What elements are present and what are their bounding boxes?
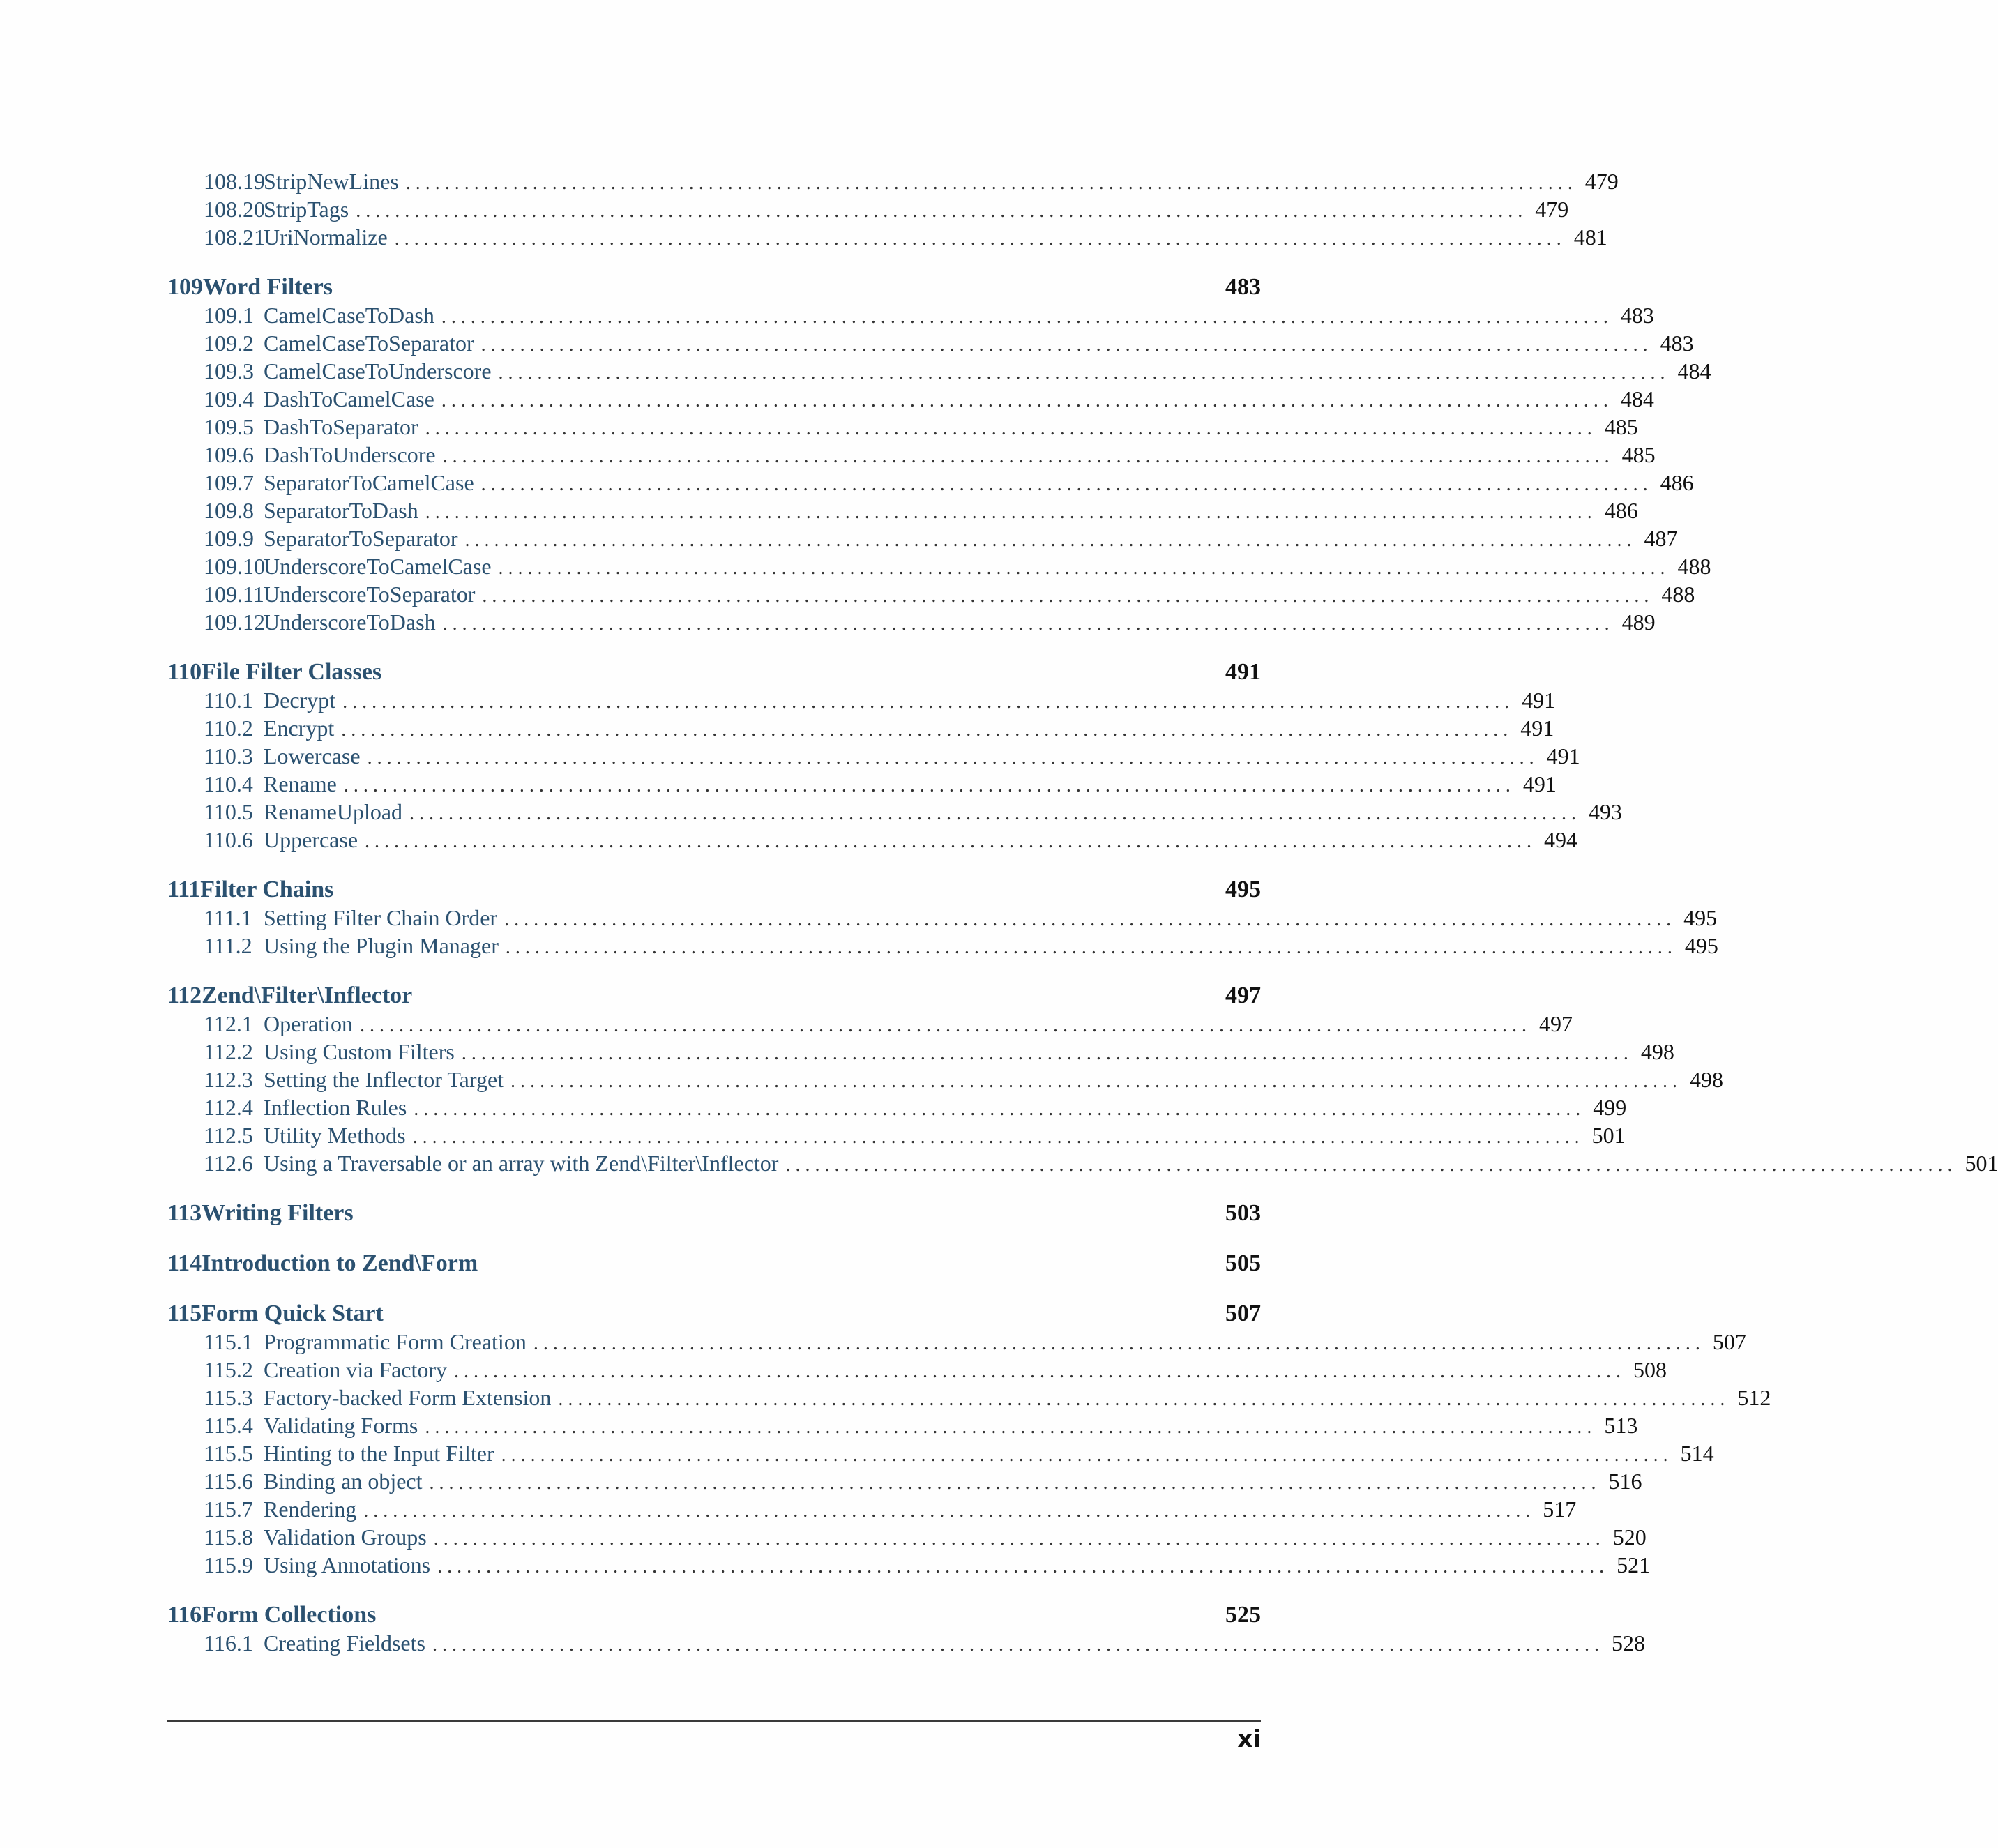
dot-leader: . . . . . . . . . . . . . . . . . . . . . . . . . . . . . . . . . . . . . . . . . . . . . . . . . . . . . . . . . . . . . . . . . . . . . . . . . . . . . . . . . . . . . . . . . . . . . . . . . . . . . . . . . . . . . . . . . . . . . . . . [442,446,1610,467]
dot-leader: . . . . . . . . . . . . . . . . . . . . . . . . . . . . . . . . . . . . . . . . . . . . . . . . . . . . . . . . . . . . . . . . . . . . . . . . . . . . . . . . . . . . . . . . . . . . . . . . . . . . . . . . . . . . . . . . . . . . . . . . [365,831,1532,852]
section-page: 488 [1677,554,1711,579]
section-title[interactable]: Binding an object [264,1469,423,1494]
section-number[interactable]: 115.1 [204,1329,253,1354]
dot-leader: . . . . . . . . . . . . . . . . . . . . . . . . . . . . . . . . . . . . . . . . . . . . . . . . . . . . . . . . . . . . . . . . . . . . . . . . . . . . . . . . . . . . . . . . . . . . . . . . . . . . . . . . . . . . . . . . . . . . . . . . [341,719,1508,741]
section-number[interactable]: 115.3 [204,1385,253,1410]
chapter-number[interactable]: 114 [167,1250,202,1276]
section-entry[interactable] [167,552,1711,580]
section-page: 520 [1612,1524,1647,1550]
dot-leader: . . . . . . . . . . . . . . . . . . . . . . . . . . . . . . . . . . . . . . . . . . . . . . . . . . . . . . . . . . . . . . . . . . . . . . . . . . . . . . . . . . . . . . . . . . . . . . . . . . . . . . . . . . . . . . . . . . . . . . . . [363,1500,1531,1522]
section-entry[interactable] [167,1356,1667,1384]
section-entry[interactable] [167,1066,1724,1093]
section-page: 483 [1660,331,1694,356]
section-title[interactable]: Using the Plugin Manager [264,933,499,958]
dot-leader: . . . . . . . . . . . . . . . . . . . . . . . . . . . . . . . . . . . . . . . . . . . . . . . . . . . . . . . . . . . . . . . . . . . . . . . . . . . . . . . . . . . . . . . . . . . . . . . . . . . . . . . . . . . . . . . . . . . . . . . . [412,1126,1580,1148]
section-title[interactable]: DashToUnderscore [264,442,436,467]
toc-group [167,1601,1645,1657]
chapter-page: 495 [1225,877,1261,902]
section-entry[interactable] [167,497,1638,524]
section-title[interactable]: Hinting to the Input Filter [264,1441,494,1466]
section-number[interactable]: 109.12 [204,609,265,635]
section-page: 486 [1660,470,1694,495]
section-title[interactable]: SeparatorToCamelCase [264,470,474,495]
chapter-entry[interactable] [167,658,1261,686]
section-entry[interactable] [167,826,1578,854]
section-number[interactable]: 108.20 [204,197,265,222]
section-number[interactable]: 115.4 [204,1413,253,1438]
chapter-number[interactable]: 111 [167,877,201,902]
section-entry[interactable] [167,904,1718,932]
section-entry[interactable] [167,1629,1645,1657]
chapter-page: 525 [1225,1602,1261,1628]
section-entry[interactable] [167,524,1678,552]
section-number[interactable]: 112.6 [204,1151,253,1176]
section-number[interactable]: 109.6 [204,442,254,467]
section-title[interactable]: Setting the Inflector Target [264,1067,504,1092]
section-page: 498 [1640,1039,1674,1064]
dot-leader: . . . . . . . . . . . . . . . . . . . . . . . . . . . . . . . . . . . . . . . . . . . . . . . . . . . . . . . . . . . . . . . . . . . . . . . . . . . . . . . . . . . . . . . . . . . . . . . . . . . . . . . . . . . . . . . . . . . . . . . . [461,1043,1628,1064]
section-title[interactable]: Factory-backed Form Extension [264,1385,552,1410]
section-title[interactable]: SeparatorToSeparator [264,526,458,551]
chapter-number[interactable]: 112 [167,983,202,1008]
section-title[interactable]: StripTags [264,197,349,222]
section-title[interactable]: CamelCaseToSeparator [264,331,474,356]
section-title[interactable]: SeparatorToDash [264,498,418,523]
section-number[interactable]: 112.1 [204,1011,253,1036]
dot-leader: . . . . . . . . . . . . . . . . . . . . . . . . . . . . . . . . . . . . . . . . . . . . . . . . . . . . . . . . . . . . . . . . . . . . . . . . . . . . . . . . . . . . . . . . . . . . . . . . . . . . . . . . . . . . . . . . . . . . . . . . [480,474,1648,495]
section-page: 512 [1737,1385,1771,1410]
dot-leader: . . . . . . . . . . . . . . . . . . . . . . . . . . . . . . . . . . . . . . . . . . . . . . . . . . . . . . . . . . . . . . . . . . . . . . . . . . . . . . . . . . . . . . . . . . . . . . . . . . . . . . . . . . . . . . . . . . . . . . . . [367,747,1534,768]
section-title[interactable]: Using a Traversable or an array with Zend\Filter\Inflector [264,1151,779,1176]
chapter-entry[interactable] [167,982,1261,1010]
dot-leader: . . . . . . . . . . . . . . . . . . . . . . . . . . . . . . . . . . . . . . . . . . . . . . . . . . . . . . . . . . . . . . . . . . . . . . . . . . . . . . . . . . . . . . . . . . . . . . . . . . . . . . . . . . . . . . . . . . . . . . . . [442,613,1610,635]
section-number[interactable]: 110.1 [204,688,253,713]
dot-leader: . . . . . . . . . . . . . . . . . . . . . . . . . . . . . . . . . . . . . . . . . . . . . . . . . . . . . . . . . . . . . . . . . . . . . . . . . . . . . . . . . . . . . . . . . . . . . . . . . . . . . . . . . . . . . . . . . . . . . . . . [454,1361,1621,1382]
section-page: 516 [1608,1469,1642,1494]
section-number[interactable]: 115.2 [204,1357,253,1382]
section-title[interactable]: StripNewLines [264,169,399,194]
section-number[interactable]: 109.4 [204,386,254,411]
section-title[interactable]: UriNormalize [264,225,388,250]
section-number[interactable]: 110.2 [204,715,253,741]
dot-leader: . . . . . . . . . . . . . . . . . . . . . . . . . . . . . . . . . . . . . . . . . . . . . . . . . . . . . . . . . . . . . . . . . . . . . . . . . . . . . . . . . . . . . . . . . . . . . . . . . . . . . . . . . . . . . . . . . . . . . . . . [441,390,1608,411]
chapter-entry[interactable] [167,273,1261,301]
section-entry[interactable] [167,223,1607,251]
section-number[interactable]: 109.11 [204,582,264,607]
section-number[interactable]: 108.21 [204,225,265,250]
section-page: 479 [1584,169,1619,194]
section-page: 487 [1644,526,1678,551]
section-number[interactable]: 110.6 [204,827,253,852]
chapter-title[interactable]: Introduction to Zend\Form [202,1250,478,1276]
section-page: 528 [1611,1630,1645,1656]
chapter-title[interactable]: Form Quick Start [202,1301,384,1326]
chapter-entry[interactable] [167,876,1261,904]
section-entry[interactable] [167,1328,1746,1356]
section-entry[interactable] [167,1093,1627,1121]
toc-group [167,167,1619,251]
section-page: 521 [1617,1552,1651,1577]
dot-leader: . . . . . . . . . . . . . . . . . . . . . . . . . . . . . . . . . . . . . . . . . . . . . . . . . . . . . . . . . . . . . . . . . . . . . . . . . . . . . . . . . . . . . . . . . . . . . . . . . . . . . . . . . . . . . . . . . . . . . . . . [498,557,1665,579]
dot-leader: . . . . . . . . . . . . . . . . . . . . . . . . . . . . . . . . . . . . . . . . . . . . . . . . . . . . . . . . . . . . . . . . . . . . . . . . . . . . . . . . . . . . . . . . . . . . . . . . . . . . . . . . . . . . . . . . . . . . . . . . [343,775,1511,796]
section-page: 507 [1712,1329,1746,1354]
section-page: 491 [1520,715,1554,741]
section-title[interactable]: CamelCaseToUnderscore [264,358,492,384]
section-page: 501 [1591,1123,1626,1148]
dot-leader: . . . . . . . . . . . . . . . . . . . . . . . . . . . . . . . . . . . . . . . . . . . . . . . . . . . . . . . . . . . . . . . . . . . . . . . . . . . . . . . . . . . . . . . . . . . . . . . . . . . . . . . . . . . . . . . . . . . . . . . . [432,1634,1599,1656]
section-page: 494 [1544,827,1578,852]
dot-leader: . . . . . . . . . . . . . . . . . . . . . . . . . . . . . . . . . . . . . . . . . . . . . . . . . . . . . . . . . . . . . . . . . . . . . . . . . . . . . . . . . . . . . . . . . . . . . . . . . . . . . . . . . . . . . . . . . . . . . . . . [429,1472,1596,1494]
dot-leader: . . . . . . . . . . . . . . . . . . . . . . . . . . . . . . . . . . . . . . . . . . . . . . . . . . . . . . . . . . . . . . . . . . . . . . . . . . . . . . . . . . . . . . . . . . . . . . . . . . . . . . . . . . . . . . . . . . . . . . . . [425,501,1592,523]
section-number[interactable]: 111.1 [204,905,252,930]
section-page: 513 [1604,1413,1638,1438]
section-entry[interactable] [167,469,1694,497]
section-page: 488 [1661,582,1695,607]
section-title[interactable]: Rendering [264,1497,357,1522]
section-page: 491 [1522,688,1556,713]
section-page: 493 [1589,799,1623,824]
section-entry[interactable] [167,385,1654,413]
section-title[interactable]: Encrypt [264,715,335,741]
section-title[interactable]: Uppercase [264,827,358,852]
dot-leader: . . . . . . . . . . . . . . . . . . . . . . . . . . . . . . . . . . . . . . . . . . . . . . . . . . . . . . . . . . . . . . . . . . . . . . . . . . . . . . . . . . . . . . . . . . . . . . . . . . . . . . . . . . . . . . . . . . . . . . . . [359,1015,1527,1036]
dot-leader: . . . . . . . . . . . . . . . . . . . . . . . . . . . . . . . . . . . . . . . . . . . . . . . . . . . . . . . . . . . . . . . . . . . . . . . . . . . . . . . . . . . . . . . . . . . . . . . . . . . . . . . . . . . . . . . . . . . . . . . . [425,1416,1592,1438]
section-title[interactable]: Validation Groups [264,1524,427,1550]
table-of-contents [167,167,1998,1679]
section-entry[interactable] [167,1384,1771,1411]
section-title[interactable]: Creation via Factory [264,1357,448,1382]
section-page: 485 [1621,442,1656,467]
section-page: 486 [1604,498,1638,523]
footer-rule [167,1720,1261,1722]
section-number[interactable]: 109.10 [204,554,265,579]
section-entry[interactable] [167,1121,1626,1149]
section-page: 481 [1573,225,1607,250]
dot-leader: . . . . . . . . . . . . . . . . . . . . . . . . . . . . . . . . . . . . . . . . . . . . . . . . . . . . . . . . . . . . . . . . . . . . . . . . . . . . . . . . . . . . . . . . . . . . . . . . . . . . . . . . . . . . . . . . . . . . . . . . [394,228,1561,250]
section-page: 489 [1621,609,1656,635]
section-number[interactable]: 112.2 [204,1039,253,1064]
section-entry[interactable] [167,1010,1573,1038]
chapter-title[interactable]: Zend\Filter\Inflector [202,983,413,1008]
section-title[interactable]: Inflection Rules [264,1095,407,1120]
section-title[interactable]: UnderscoreToSeparator [264,582,476,607]
section-title[interactable]: DashToSeparator [264,414,418,439]
section-title[interactable]: Using Annotations [264,1552,431,1577]
section-page: 517 [1543,1497,1577,1522]
chapter-entry[interactable] [167,1199,1261,1227]
section-page: 479 [1535,197,1569,222]
section-page: 484 [1620,386,1654,411]
dot-leader: . . . . . . . . . . . . . . . . . . . . . . . . . . . . . . . . . . . . . . . . . . . . . . . . . . . . . . . . . . . . . . . . . . . . . . . . . . . . . . . . . . . . . . . . . . . . . . . . . . . . . . . . . . . . . . . . . . . . . . . . [405,172,1573,194]
section-page: 497 [1538,1011,1573,1036]
chapter-entry[interactable] [167,1250,1261,1278]
dot-leader: . . . . . . . . . . . . . . . . . . . . . . . . . . . . . . . . . . . . . . . . . . . . . . . . . . . . . . . . . . . . . . . . . . . . . . . . . . . . . . . . . . . . . . . . . . . . . . . . . . . . . . . . . . . . . . . . . . . . . . . . [480,334,1648,356]
section-entry[interactable] [167,1495,1577,1523]
toc-group [167,1300,1771,1579]
section-number[interactable]: 115.8 [204,1524,253,1550]
dot-leader: . . . . . . . . . . . . . . . . . . . . . . . . . . . . . . . . . . . . . . . . . . . . . . . . . . . . . . . . . . . . . . . . . . . . . . . . . . . . . . . . . . . . . . . . . . . . . . . . . . . . . . . . . . . . . . . . . . . . . . . . [785,1154,1953,1176]
section-number[interactable]: 109.2 [204,331,254,356]
section-page: 501 [1965,1151,1998,1176]
dot-leader: . . . . . . . . . . . . . . . . . . . . . . . . . . . . . . . . . . . . . . . . . . . . . . . . . . . . . . . . . . . . . . . . . . . . . . . . . . . . . . . . . . . . . . . . . . . . . . . . . . . . . . . . . . . . . . . . . . . . . . . . [409,803,1577,824]
section-page: 514 [1680,1441,1714,1466]
toc-group [167,1250,1261,1278]
section-entry[interactable] [167,714,1554,742]
section-entry[interactable] [167,1551,1651,1579]
section-number[interactable]: 115.9 [204,1552,253,1577]
chapter-title[interactable]: File Filter Classes [202,659,382,685]
section-entry[interactable] [167,167,1619,195]
section-title[interactable]: Decrypt [264,688,336,713]
chapter-page: 491 [1225,659,1261,685]
dot-leader: . . . . . . . . . . . . . . . . . . . . . . . . . . . . . . . . . . . . . . . . . . . . . . . . . . . . . . . . . . . . . . . . . . . . . . . . . . . . . . . . . . . . . . . . . . . . . . . . . . . . . . . . . . . . . . . . . . . . . . . . [437,1556,1605,1577]
chapter-number[interactable]: 115 [167,1301,202,1326]
section-title[interactable]: UnderscoreToDash [264,609,436,635]
section-title[interactable]: Lowercase [264,743,361,768]
section-entry[interactable] [167,1439,1714,1467]
section-number[interactable]: 109.7 [204,470,254,495]
section-number[interactable]: 109.9 [204,526,254,551]
chapter-entry[interactable] [167,1300,1261,1328]
section-page: 483 [1620,303,1654,328]
chapter-number[interactable]: 109 [167,274,203,300]
section-page: 495 [1684,933,1718,958]
dot-leader: . . . . . . . . . . . . . . . . . . . . . . . . . . . . . . . . . . . . . . . . . . . . . . . . . . . . . . . . . . . . . . . . . . . . . . . . . . . . . . . . . . . . . . . . . . . . . . . . . . . . . . . . . . . . . . . . . . . . . . . . [356,200,1523,222]
chapter-number[interactable]: 110 [167,659,202,685]
toc-group [167,1199,1261,1227]
section-page: 499 [1593,1095,1627,1120]
toc-group [167,273,1711,636]
toc-group [167,876,1718,960]
section-entry[interactable] [167,329,1694,357]
dot-leader: . . . . . . . . . . . . . . . . . . . . . . . . . . . . . . . . . . . . . . . . . . . . . . . . . . . . . . . . . . . . . . . . . . . . . . . . . . . . . . . . . . . . . . . . . . . . . . . . . . . . . . . . . . . . . . . . . . . . . . . . [558,1388,1725,1410]
section-page: 484 [1677,358,1711,384]
section-page: 491 [1522,771,1557,796]
dot-leader: . . . . . . . . . . . . . . . . . . . . . . . . . . . . . . . . . . . . . . . . . . . . . . . . . . . . . . . . . . . . . . . . . . . . . . . . . . . . . . . . . . . . . . . . . . . . . . . . . . . . . . . . . . . . . . . . . . . . . . . . [342,691,1510,713]
dot-leader: . . . . . . . . . . . . . . . . . . . . . . . . . . . . . . . . . . . . . . . . . . . . . . . . . . . . . . . . . . . . . . . . . . . . . . . . . . . . . . . . . . . . . . . . . . . . . . . . . . . . . . . . . . . . . . . . . . . . . . . . [482,585,1649,607]
section-title[interactable]: RenameUpload [264,799,403,824]
section-title[interactable]: DashToCamelCase [264,386,434,411]
section-entry[interactable] [167,195,1569,223]
section-page: 485 [1604,414,1638,439]
dot-leader: . . . . . . . . . . . . . . . . . . . . . . . . . . . . . . . . . . . . . . . . . . . . . . . . . . . . . . . . . . . . . . . . . . . . . . . . . . . . . . . . . . . . . . . . . . . . . . . . . . . . . . . . . . . . . . . . . . . . . . . . [510,1070,1678,1092]
section-number[interactable]: 116.1 [204,1630,253,1656]
toc-group [167,982,1998,1177]
section-number[interactable]: 115.6 [204,1469,253,1494]
section-title[interactable]: Validating Forms [264,1413,418,1438]
section-entry[interactable] [167,1411,1638,1439]
chapter-number[interactable]: 116 [167,1602,202,1628]
chapter-title[interactable]: Form Collections [202,1602,377,1628]
dot-leader: . . . . . . . . . . . . . . . . . . . . . . . . . . . . . . . . . . . . . . . . . . . . . . . . . . . . . . . . . . . . . . . . . . . . . . . . . . . . . . . . . . . . . . . . . . . . . . . . . . . . . . . . . . . . . . . . . . . . . . . . [505,937,1672,958]
dot-leader: . . . . . . . . . . . . . . . . . . . . . . . . . . . . . . . . . . . . . . . . . . . . . . . . . . . . . . . . . . . . . . . . . . . . . . . . . . . . . . . . . . . . . . . . . . . . . . . . . . . . . . . . . . . . . . . . . . . . . . . . [533,1333,1700,1354]
section-title[interactable]: CamelCaseToDash [264,303,434,328]
section-title[interactable]: Operation [264,1011,353,1036]
section-number[interactable]: 111.2 [204,933,252,958]
section-number[interactable]: 109.1 [204,303,254,328]
section-number[interactable]: 109.3 [204,358,254,384]
section-entry[interactable] [167,742,1580,770]
section-entry[interactable] [167,932,1718,960]
section-page: 491 [1546,743,1580,768]
dot-leader: . . . . . . . . . . . . . . . . . . . . . . . . . . . . . . . . . . . . . . . . . . . . . . . . . . . . . . . . . . . . . . . . . . . . . . . . . . . . . . . . . . . . . . . . . . . . . . . . . . . . . . . . . . . . . . . . . . . . . . . . [501,1444,1668,1466]
section-entry[interactable] [167,1467,1642,1495]
section-title[interactable]: UnderscoreToCamelCase [264,554,492,579]
section-number[interactable]: 108.19 [204,169,265,194]
chapter-title[interactable]: Word Filters [203,274,333,300]
section-number[interactable]: 112.5 [204,1123,253,1148]
section-title[interactable]: Rename [264,771,337,796]
dot-leader: . . . . . . . . . . . . . . . . . . . . . . . . . . . . . . . . . . . . . . . . . . . . . . . . . . . . . . . . . . . . . . . . . . . . . . . . . . . . . . . . . . . . . . . . . . . . . . . . . . . . . . . . . . . . . . . . . . . . . . . . [464,529,1632,551]
dot-leader: . . . . . . . . . . . . . . . . . . . . . . . . . . . . . . . . . . . . . . . . . . . . . . . . . . . . . . . . . . . . . . . . . . . . . . . . . . . . . . . . . . . . . . . . . . . . . . . . . . . . . . . . . . . . . . . . . . . . . . . . [425,418,1592,439]
section-entry[interactable] [167,686,1556,714]
chapter-page: 507 [1225,1301,1261,1326]
section-title[interactable]: Using Custom Filters [264,1039,455,1064]
chapter-title[interactable]: Writing Filters [202,1200,354,1226]
section-number[interactable]: 112.3 [204,1067,253,1092]
page-number: xi [1237,1725,1261,1753]
dot-leader: . . . . . . . . . . . . . . . . . . . . . . . . . . . . . . . . . . . . . . . . . . . . . . . . . . . . . . . . . . . . . . . . . . . . . . . . . . . . . . . . . . . . . . . . . . . . . . . . . . . . . . . . . . . . . . . . . . . . . . . . [433,1528,1600,1550]
section-number[interactable]: 112.4 [204,1095,253,1120]
section-entry[interactable] [167,1149,1998,1177]
dot-leader: . . . . . . . . . . . . . . . . . . . . . . . . . . . . . . . . . . . . . . . . . . . . . . . . . . . . . . . . . . . . . . . . . . . . . . . . . . . . . . . . . . . . . . . . . . . . . . . . . . . . . . . . . . . . . . . . . . . . . . . . [504,909,1672,930]
section-entry[interactable] [167,413,1638,441]
section-number[interactable]: 110.5 [204,799,253,824]
section-title[interactable]: Programmatic Form Creation [264,1329,527,1354]
section-number[interactable]: 110.3 [204,743,253,768]
chapter-page: 497 [1225,983,1261,1008]
chapter-entry[interactable] [167,1601,1261,1629]
section-number[interactable]: 115.7 [204,1497,253,1522]
section-page: 495 [1683,905,1718,930]
section-entry[interactable] [167,608,1656,636]
section-number[interactable]: 110.4 [204,771,253,796]
section-title[interactable]: Setting Filter Chain Order [264,905,498,930]
section-page: 508 [1633,1357,1667,1382]
section-entry[interactable] [167,580,1695,608]
dot-leader: . . . . . . . . . . . . . . . . . . . . . . . . . . . . . . . . . . . . . . . . . . . . . . . . . . . . . . . . . . . . . . . . . . . . . . . . . . . . . . . . . . . . . . . . . . . . . . . . . . . . . . . . . . . . . . . . . . . . . . . . [441,306,1608,328]
section-entry[interactable] [167,798,1623,826]
dot-leader: . . . . . . . . . . . . . . . . . . . . . . . . . . . . . . . . . . . . . . . . . . . . . . . . . . . . . . . . . . . . . . . . . . . . . . . . . . . . . . . . . . . . . . . . . . . . . . . . . . . . . . . . . . . . . . . . . . . . . . . . [498,362,1665,384]
section-entry[interactable] [167,1523,1647,1551]
section-number[interactable]: 109.8 [204,498,254,523]
section-page: 498 [1690,1067,1724,1092]
chapter-page: 483 [1225,274,1261,300]
chapter-page: 503 [1225,1200,1261,1226]
section-number[interactable]: 109.5 [204,414,254,439]
chapter-number[interactable]: 113 [167,1200,202,1226]
chapter-title[interactable]: Filter Chains [200,877,334,902]
section-entry[interactable] [167,1038,1674,1066]
section-title[interactable]: Utility Methods [264,1123,406,1148]
toc-group [167,658,1623,854]
section-title[interactable]: Creating Fieldsets [264,1630,425,1656]
section-entry[interactable] [167,301,1654,329]
dot-leader: . . . . . . . . . . . . . . . . . . . . . . . . . . . . . . . . . . . . . . . . . . . . . . . . . . . . . . . . . . . . . . . . . . . . . . . . . . . . . . . . . . . . . . . . . . . . . . . . . . . . . . . . . . . . . . . . . . . . . . . . [414,1098,1581,1120]
chapter-page: 505 [1225,1250,1261,1276]
section-entry[interactable] [167,770,1557,798]
section-number[interactable]: 115.5 [204,1441,253,1466]
section-entry[interactable] [167,441,1656,469]
section-entry[interactable] [167,357,1711,385]
